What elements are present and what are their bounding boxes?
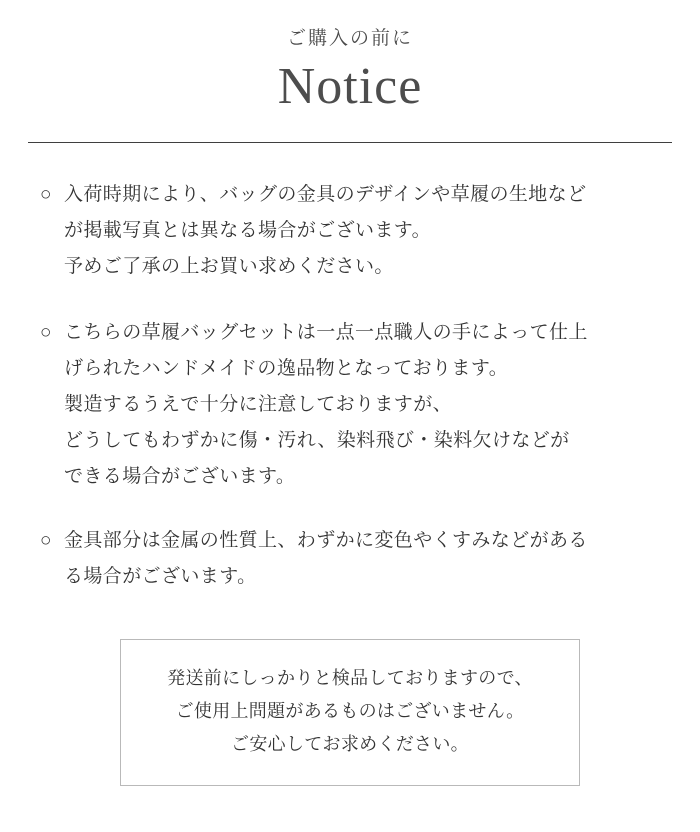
note-line: げられたハンドメイドの逸品物となっております。: [64, 358, 509, 380]
page-subtitle: ご購入の前に: [286, 28, 413, 49]
note-item: [40, 523, 660, 595]
page-header: [0, 0, 700, 116]
callout-line: 発送前にしっかりと検品しておりますので、: [167, 668, 533, 689]
bullet-circle-icon: ○: [40, 184, 52, 206]
page-title: Notice: [277, 57, 423, 115]
note-line: る場合がございます。: [64, 566, 257, 588]
note-line: 予めご了承の上お買い求めください。: [64, 256, 394, 278]
note-body: [64, 523, 660, 595]
note-line: 入荷時期により、バッグの金具のデザインや草履の生地など: [64, 184, 587, 206]
note-line: できる場合がございます。: [64, 466, 296, 488]
bullet-circle-icon: ○: [40, 322, 52, 344]
callout-box: [120, 639, 580, 786]
bullet-circle-icon: ○: [40, 530, 52, 552]
callout-wrapper: [0, 639, 700, 786]
note-item: [40, 177, 660, 285]
note-item: [40, 315, 660, 495]
callout-line: ご使用上問題があるものはございません。: [175, 701, 525, 722]
note-line: 製造するうえで十分に注意しておりますが、: [64, 394, 453, 416]
note-line: どうしてもわずかに傷・汚れ、染料飛び・染料欠けなどが: [64, 430, 570, 452]
note-body: [64, 177, 660, 285]
note-line: が掲載写真とは異なる場合がございます。: [64, 220, 432, 242]
callout-line: ご安心してお求めください。: [231, 734, 469, 755]
note-line: 金具部分は金属の性質上、わずかに変色やくすみなどがある: [64, 530, 588, 552]
note-line: こちらの草履バッグセットは一点一点職人の手によって仕上: [64, 322, 588, 344]
notes-list: [40, 143, 660, 595]
note-body: [64, 315, 660, 495]
